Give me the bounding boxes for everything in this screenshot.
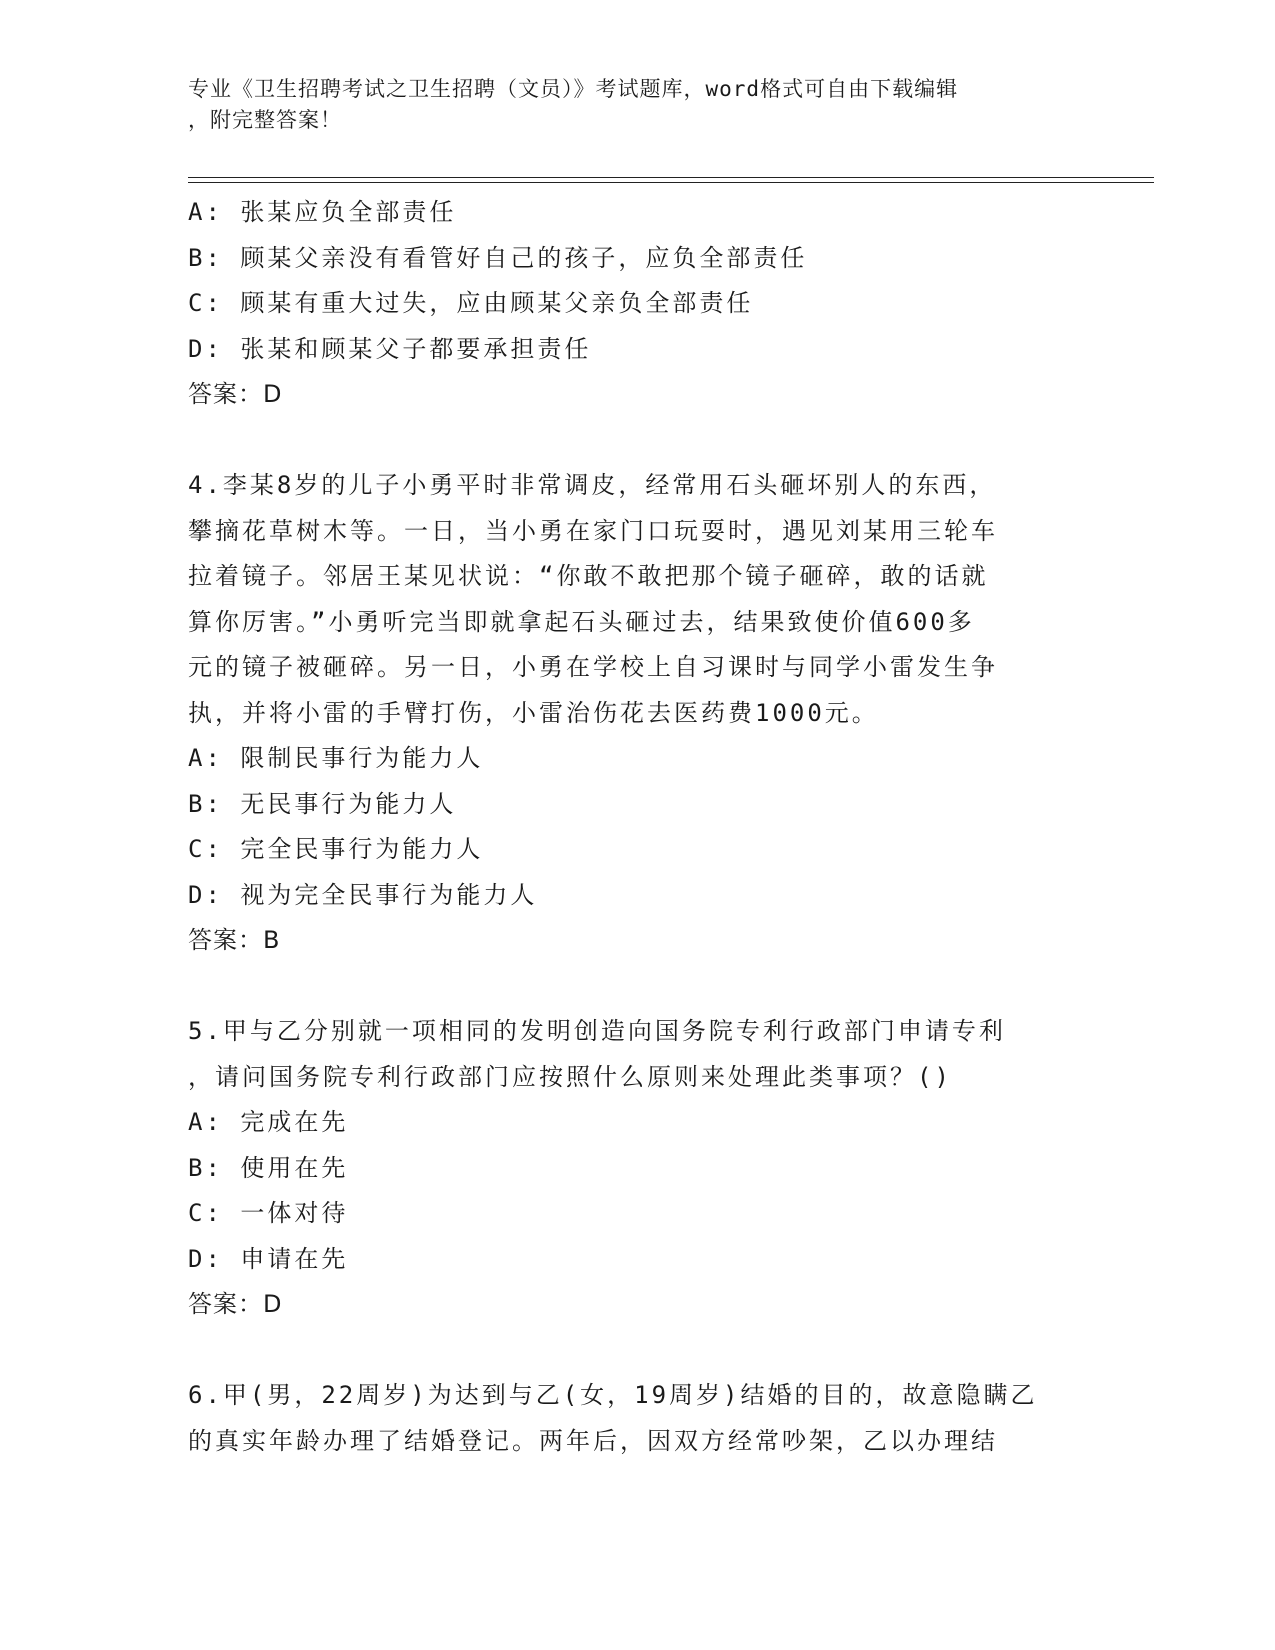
header-line-2: ，附完整答案！: [188, 108, 342, 132]
option-c: C: 顾某有重大过失，应由顾某父亲负全部责任: [188, 289, 754, 317]
question-stem-line: 攀摘花草树木等。一日，当小勇在家门口玩耍时，遇见刘某用三轮车: [188, 516, 998, 545]
option-a: A: 限制民事行为能力人: [188, 744, 484, 772]
header-divider-bottom: [188, 182, 1154, 183]
option-c: C: 完全民事行为能力人: [188, 835, 484, 863]
question-stem-line: ，请问国务院专利行政部门应按照什么原则来处理此类事项？(): [188, 1062, 952, 1091]
question-4: [188, 463, 1088, 964]
answer-label: 答案：D: [188, 380, 283, 408]
option-a: A: 张某应负全部责任: [188, 198, 457, 226]
question-stem-line: 6.甲(男，22周岁)为达到与乙(女，19周岁)结婚的目的，故意隐瞒乙: [188, 1381, 1038, 1409]
answer-label: 答案：D: [188, 1290, 283, 1318]
question-stem-line: 拉着镜子。邻居王某见状说：“你敢不敢把那个镜子砸碎，敢的话就: [188, 562, 989, 590]
header-line-1: 专业《卫生招聘考试之卫生招聘（文员）》考试题库，word格式可自由下载编辑: [188, 77, 959, 101]
question-stem-line: 算你厉害。”小勇听完当即就拿起石头砸过去，结果致使价值600多: [188, 607, 975, 636]
spacer: [188, 964, 1088, 1010]
question-stem-line: 5.甲与乙分别就一项相同的发明创造向国务院专利行政部门申请专利: [188, 1017, 1006, 1045]
question-stem-line: 的真实年龄办理了结婚登记。两年后，因双方经常吵架，乙以办理结: [188, 1426, 998, 1455]
document-body: [188, 190, 1088, 1464]
answer-label: 答案：B: [188, 926, 281, 954]
option-b: B: 使用在先: [188, 1153, 349, 1182]
option-d: D: 视为完全民事行为能力人: [188, 880, 538, 909]
question-3: [188, 190, 1088, 418]
question-stem-line: 执，并将小雷的手臂打伤，小雷治伤花去医药费1000元。: [188, 698, 879, 727]
header-divider-top: [188, 177, 1154, 178]
spacer: [188, 1328, 1088, 1374]
option-d: D: 申请在先: [188, 1244, 349, 1273]
option-b: B: 无民事行为能力人: [188, 789, 457, 818]
option-a: A: 完成在先: [188, 1108, 349, 1136]
page-header: [188, 74, 1068, 136]
question-stem-line: 4.李某8岁的儿子小勇平时非常调皮，经常用石头砸坏别人的东西，: [188, 471, 997, 499]
question-stem-line: 元的镜子被砸碎。另一日，小勇在学校上自习课时与同学小雷发生争: [188, 653, 998, 681]
option-d: D: 张某和顾某父子都要承担责任: [188, 334, 592, 363]
question-6: [188, 1373, 1088, 1464]
option-c: C: 一体对待: [188, 1199, 349, 1227]
spacer: [188, 418, 1088, 464]
question-5: [188, 1009, 1088, 1328]
option-b: B: 顾某父亲没有看管好自己的孩子，应负全部责任: [188, 243, 808, 272]
